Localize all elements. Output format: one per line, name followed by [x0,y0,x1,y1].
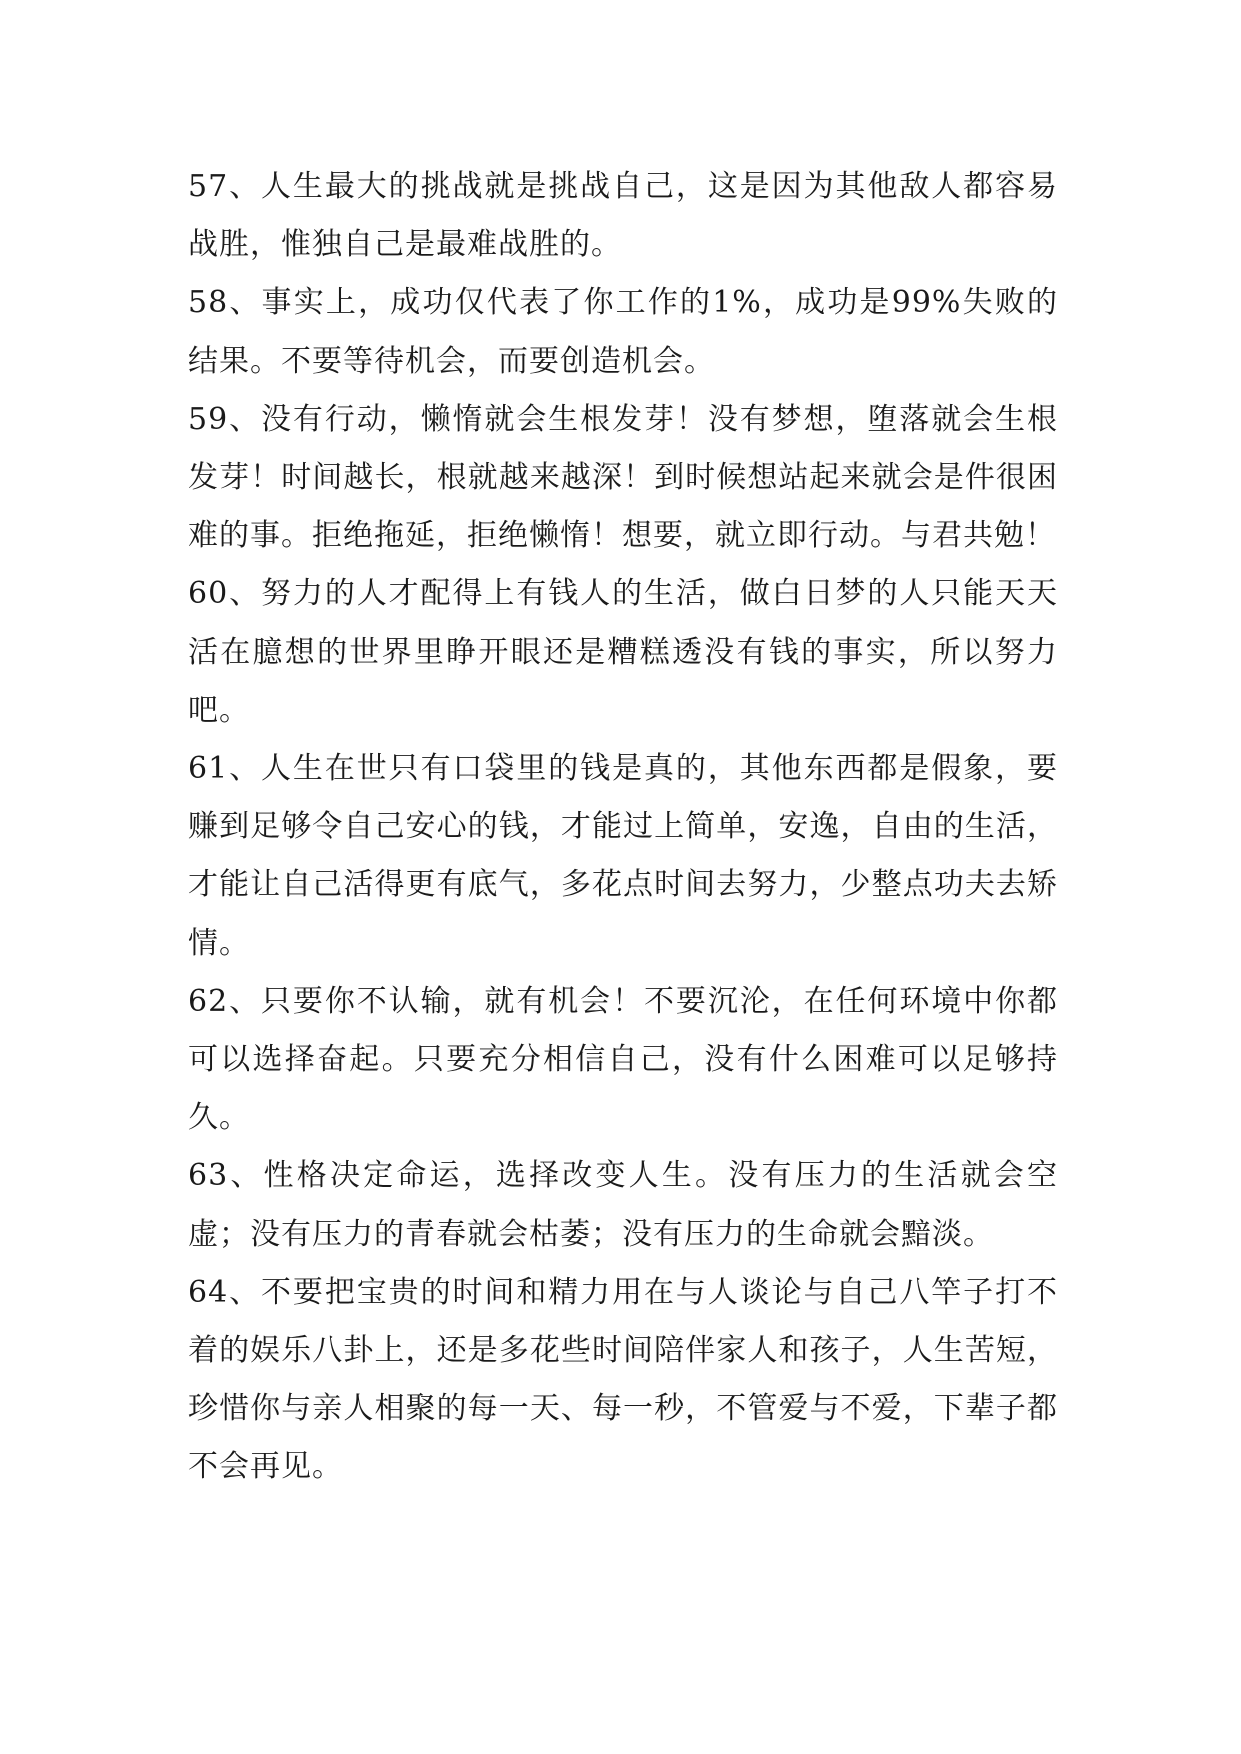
quote-entry-60: 60、努力的人才配得上有钱人的生活，做白日梦的人只能天天活在臆想的世界里睁开眼还是糟糕透没有钱的事实，所以努力吧。 [188,576,1058,728]
quote-entry-57: 57、人生最大的挑战就是挑战自己，这是因为其他敌人都容易战胜，惟独自己是最难战胜的。 [188,169,1058,263]
quote-entry-64: 64、不要把宝贵的时间和精力用在与人谈论与自己八竿子打不着的娱乐八卦上，还是多花些时间陪伴家人和孩子，人生苦短，珍惜你与亲人相聚的每一天、每一秒，不管爱与不爱，下辈子都不会再见。 [188,1274,1058,1485]
quote-entry-62: 62、只要你不认输，就有机会！不要沉沦，在任何环境中你都可以选择奋起。只要充分相信自己，没有什么困难可以足够持久。 [188,983,1058,1136]
quote-entry-63: 63、性格决定命运，选择改变人生。没有压力的生活就会空虚；没有压力的青春就会枯萎；没有压力的生命就会黯淡。 [188,1158,1058,1252]
quote-entry-61: 61、人生在世只有口袋里的钱是真的，其他东西都是假象，要赚到足够令自己安心的钱，才能过上简单，安逸，自由的生活，才能让自己活得更有底气，多花点时间去努力，少整点功夫去矫情。 [188,751,1058,961]
quote-entry-59: 59、没有行动，懒惰就会生根发芽！没有梦想，堕落就会生根发芽！时间越长，根就越来越深！到时候想站起来就会是件很困难的事。拒绝拖延，拒绝懒惰！想要，就立即行动。与君共勉！ [188,401,1058,554]
document-body [188,158,1058,1497]
quote-entry-58: 58、事实上，成功仅代表了你工作的1%，成功是99%失败的结果。不要等待机会，而要创造机会。 [188,285,1058,379]
